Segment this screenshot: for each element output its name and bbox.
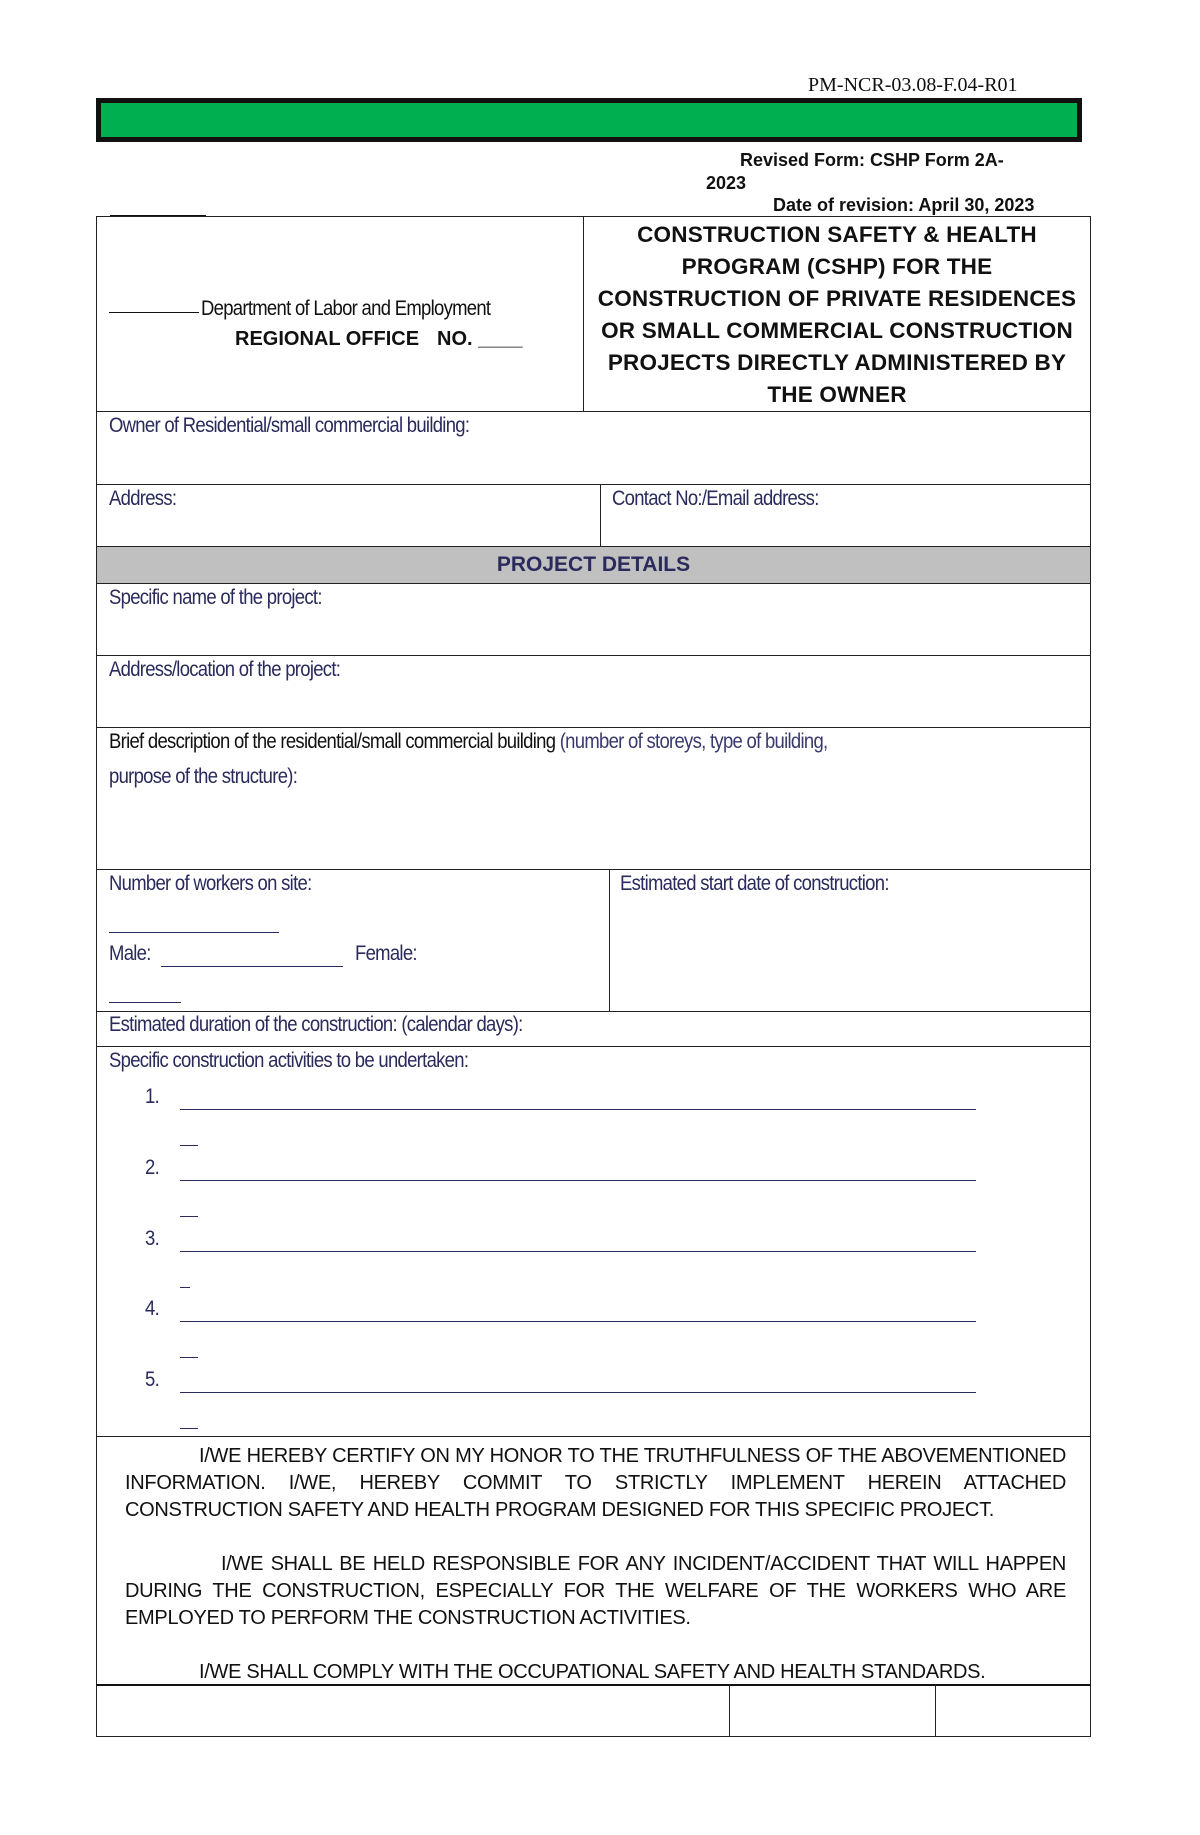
description-hint: (number of storeys, type of building, (555, 730, 828, 753)
title-line: PROGRAM (CSHP) FOR THE (681, 254, 993, 279)
signature-cell-3[interactable] (935, 1684, 1091, 1737)
activity-line-tail (180, 1145, 198, 1146)
owner-field[interactable] (96, 411, 1091, 485)
duration-field[interactable] (96, 1011, 1091, 1047)
activity-number: 2. (145, 1156, 160, 1179)
description-hint-line2: purpose of the structure): (109, 765, 298, 788)
date-of-revision: Date of revision: April 30, 2023 (773, 195, 1035, 215)
form-title (583, 216, 1091, 412)
certification-block (96, 1436, 1091, 1686)
workers-field[interactable] (96, 869, 610, 1012)
form-code: PM-NCR-03.08-F.04-R01 (808, 74, 1018, 96)
female-blank (109, 1002, 181, 1003)
description-label (109, 730, 827, 754)
activity-line[interactable] (180, 1392, 976, 1393)
workers-label: Number of workers on site: (109, 872, 312, 895)
description-main: Brief description of the residential/small commercial building (109, 730, 556, 753)
title-line: OR SMALL COMMERCIAL CONSTRUCTION (601, 318, 1073, 343)
certification-text-3: I/WE SHALL COMPLY WITH THE OCCUPATIONAL SAFETY AND HEALTH STANDARDS. (199, 1661, 986, 1683)
header-left-cell (96, 216, 584, 412)
activity-line[interactable] (180, 1180, 976, 1181)
activities-label: Specific construction activities to be undertaken: (109, 1049, 469, 1072)
project-name-field[interactable] (96, 583, 1091, 656)
department-underline (109, 312, 199, 313)
activity-line-tail (180, 1357, 198, 1358)
description-field[interactable] (96, 727, 1091, 870)
activity-line[interactable] (180, 1321, 976, 1322)
regional-office-number: NO. ____ (437, 328, 523, 350)
activity-number: 4. (145, 1297, 160, 1320)
male-blank (161, 966, 343, 967)
department-name: Department of Labor and Employment (201, 297, 491, 320)
signature-cell-1[interactable] (96, 1684, 730, 1737)
certification-text-2: I/WE SHALL BE HELD RESPONSIBLE FOR ANY INCIDENT/ACCIDENT THAT WILL HAPPEN DURING THE CONSTRUCTION, ESPECIALLY FOR THE WELFARE OF THE WORKERS WHO ARE EMPLOYED TO PERFORM THE CONSTRUCTION ACTIVITIES. (125, 1553, 1066, 1629)
activity-number: 1. (145, 1085, 160, 1108)
project-location-field[interactable] (96, 655, 1091, 728)
start-date-label: Estimated start date of construction: (620, 872, 889, 895)
revised-form-line1: Revised Form: CSHP Form 2A- (740, 150, 1004, 170)
certification-paragraph-1 (125, 1443, 1066, 1524)
activity-number: 3. (145, 1227, 160, 1250)
contact-label: Contact No:/Email address: (612, 487, 819, 510)
activity-line-tail (180, 1216, 198, 1217)
title-line: CONSTRUCTION SAFETY & HEALTH (637, 222, 1037, 247)
address-label: Address: (109, 487, 177, 510)
title-line: THE OWNER (767, 382, 907, 407)
female-label: Female: (355, 942, 417, 965)
activities-field (96, 1046, 1091, 1437)
project-location-label: Address/location of the project: (109, 658, 341, 681)
regional-office-label: REGIONAL OFFICE (235, 328, 420, 350)
male-label: Male: (109, 942, 151, 965)
contact-field[interactable] (600, 484, 1091, 547)
owner-label: Owner of Residential/small commercial building: (109, 414, 470, 437)
project-details-heading: PROJECT DETAILS (96, 546, 1091, 584)
certification-paragraph-2 (125, 1551, 1066, 1632)
certification-text-1: I/WE HEREBY CERTIFY ON MY HONOR TO THE TRUTHFULNESS OF THE ABOVEMENTIONED INFORMATION. I/WE, HEREBY COMMIT TO STRICTLY IMPLEMENT HEREIN ATTACHED CONSTRUCTION SAFETY AND HEALTH PROGRAM DESIGNED FOR THIS SPECIFIC PROJECT. (125, 1445, 1066, 1521)
project-name-label: Specific name of the project: (109, 586, 322, 609)
title-line: CONSTRUCTION OF PRIVATE RESIDENCES (597, 286, 1077, 311)
duration-label: Estimated duration of the construction: (calendar days): (109, 1013, 523, 1036)
signature-cell-2[interactable] (729, 1684, 936, 1737)
activity-line-tail (180, 1428, 198, 1429)
certification-paragraph-3 (125, 1659, 1066, 1686)
activity-number: 5. (145, 1368, 160, 1391)
green-header-bar (96, 98, 1082, 142)
start-date-field[interactable] (609, 869, 1091, 1012)
activity-line-tail (180, 1287, 190, 1288)
activity-line[interactable] (180, 1109, 976, 1110)
address-field[interactable] (96, 484, 601, 547)
activity-line[interactable] (180, 1251, 976, 1252)
title-line: PROJECTS DIRECTLY ADMINISTERED BY (607, 350, 1067, 375)
workers-total-blank (109, 932, 279, 933)
revised-form-line2: 2023 (706, 173, 747, 193)
